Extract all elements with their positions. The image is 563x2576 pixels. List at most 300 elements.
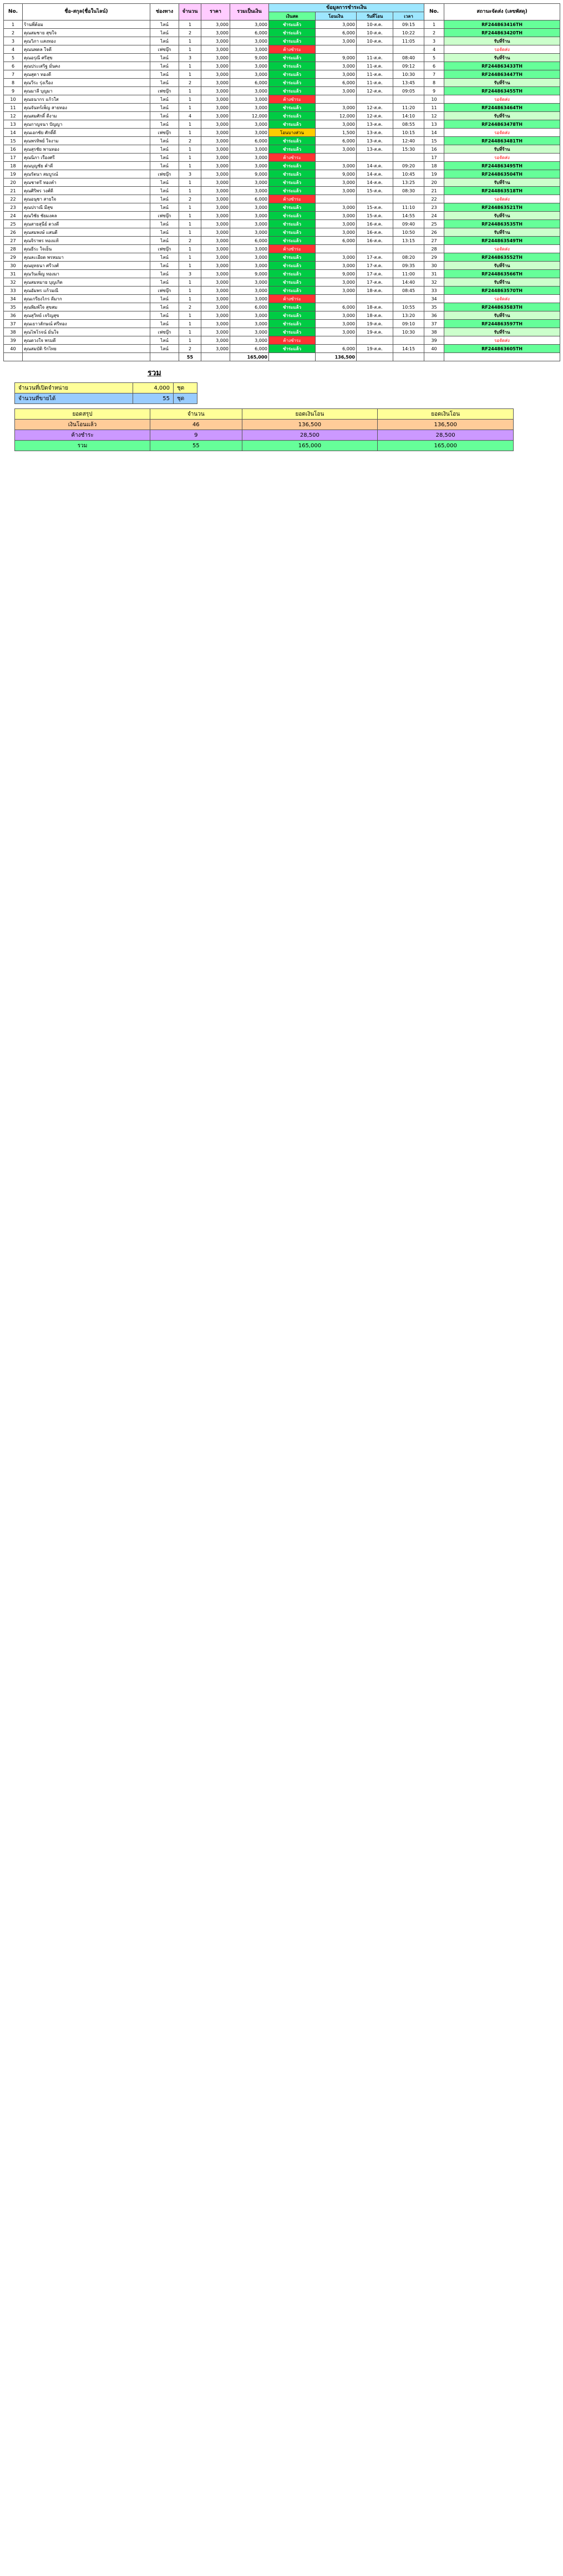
row-status-badge: ชำระแล้ว xyxy=(269,170,316,178)
row-tracking: รับที่ร้าน xyxy=(444,262,560,270)
row-amount: 12,000 xyxy=(230,112,269,120)
row-price: 3,000 xyxy=(201,129,230,137)
row-date: 15-ส.ค. xyxy=(357,187,393,195)
row-no2: 27 xyxy=(424,237,444,245)
empty-cell xyxy=(424,353,444,361)
header-no: No. xyxy=(4,4,23,21)
row-transfer: 3,000 xyxy=(316,220,357,228)
row-date: 19-ส.ค. xyxy=(357,320,393,328)
row-transfer: 3,000 xyxy=(316,212,357,220)
header-payment: ข้อมูลการชำระเงิน xyxy=(269,4,424,12)
row-transfer: 6,000 xyxy=(316,303,357,311)
row-name: คุณอนุชา สายใจ xyxy=(23,195,150,203)
row-date xyxy=(357,95,393,104)
row-name: คุณสมศักดิ์ ดีงาม xyxy=(23,112,150,120)
row-time: 10:15 xyxy=(393,129,424,137)
row-date: 18-ส.ค. xyxy=(357,287,393,295)
header-name: ชื่อ-สกุล(ชื่อในไลน์) xyxy=(23,4,150,21)
table-row xyxy=(4,295,560,303)
row-qty: 1 xyxy=(179,295,201,303)
table-header xyxy=(4,4,560,21)
sold-count-unit: ชุด xyxy=(174,393,197,404)
row-no2: 39 xyxy=(424,336,444,345)
row-status-badge: โอนบางส่วน xyxy=(269,129,316,137)
row-tracking: RF244863416TH xyxy=(444,21,560,29)
row-no2: 6 xyxy=(424,62,444,70)
total-cell: 136,500 xyxy=(316,353,357,361)
row-qty: 2 xyxy=(179,345,201,353)
row-price: 3,000 xyxy=(201,162,230,170)
row-amount: 3,000 xyxy=(230,37,269,45)
row-no: 2 xyxy=(4,29,23,37)
row-name: คุณชาตรี ทองคำ xyxy=(23,178,150,187)
row-no2: 4 xyxy=(424,45,444,54)
table-row xyxy=(4,170,560,178)
row-price: 3,000 xyxy=(201,79,230,87)
row-name: คุณธีระ ใจเย็น xyxy=(23,245,150,253)
row-price: 3,000 xyxy=(201,87,230,95)
row-date: 16-ส.ค. xyxy=(357,228,393,237)
row-channel: ไลน์ xyxy=(150,21,179,29)
row-tracking: RF244863597TH xyxy=(444,320,560,328)
row-status-badge: ชำระแล้ว xyxy=(269,178,316,187)
row-status-badge: ชำระแล้ว xyxy=(269,37,316,45)
row-date: 11-ส.ค. xyxy=(357,54,393,62)
row-time xyxy=(393,245,424,253)
row-date: 11-ส.ค. xyxy=(357,70,393,79)
summary-r2-a: 28,500 xyxy=(242,430,378,441)
row-no: 4 xyxy=(4,45,23,54)
row-no2: 37 xyxy=(424,320,444,328)
row-amount: 6,000 xyxy=(230,237,269,245)
sold-count-value: 55 xyxy=(133,393,174,404)
row-tracking: RF244863478TH xyxy=(444,120,560,129)
row-transfer: 12,000 xyxy=(316,112,357,120)
row-qty: 1 xyxy=(179,45,201,54)
row-tracking: RF244863552TH xyxy=(444,253,560,262)
row-status-badge: ชำระแล้ว xyxy=(269,54,316,62)
row-transfer: 6,000 xyxy=(316,79,357,87)
row-time: 12:40 xyxy=(393,137,424,145)
row-qty: 1 xyxy=(179,311,201,320)
table-row xyxy=(4,37,560,45)
row-date: 19-ส.ค. xyxy=(357,345,393,353)
row-time: 14:55 xyxy=(393,212,424,220)
row-date: 16-ส.ค. xyxy=(357,237,393,245)
row-no: 22 xyxy=(4,195,23,203)
row-transfer: 6,000 xyxy=(316,345,357,353)
row-price: 3,000 xyxy=(201,70,230,79)
row-price: 3,000 xyxy=(201,45,230,54)
row-tracking: รอจัดส่ง xyxy=(444,45,560,54)
row-qty: 2 xyxy=(179,195,201,203)
row-time: 10:30 xyxy=(393,328,424,336)
row-price: 3,000 xyxy=(201,245,230,253)
row-price: 3,000 xyxy=(201,187,230,195)
row-transfer xyxy=(316,95,357,104)
row-name: คุณสมพงษ์ แสนดี xyxy=(23,228,150,237)
row-no2: 12 xyxy=(424,112,444,120)
row-price: 3,000 xyxy=(201,178,230,187)
row-no2: 2 xyxy=(424,29,444,37)
row-time: 08:20 xyxy=(393,253,424,262)
row-date: 19-ส.ค. xyxy=(357,328,393,336)
row-amount: 6,000 xyxy=(230,345,269,353)
total-cell: 165,000 xyxy=(230,353,269,361)
row-time xyxy=(393,195,424,203)
table-row xyxy=(4,237,560,245)
row-transfer xyxy=(316,336,357,345)
row-qty: 1 xyxy=(179,21,201,29)
row-amount: 3,000 xyxy=(230,154,269,162)
row-qty: 1 xyxy=(179,220,201,228)
row-no2: 5 xyxy=(424,54,444,62)
row-date: 18-ส.ค. xyxy=(357,311,393,320)
table-row xyxy=(4,320,560,328)
summary-section xyxy=(3,367,560,451)
row-price: 3,000 xyxy=(201,195,230,203)
row-name: คุณละเอียด พรหมมา xyxy=(23,253,150,262)
row-channel: ไลน์ xyxy=(150,145,179,154)
sold-total-unit: ชุด xyxy=(174,383,197,393)
row-price: 3,000 xyxy=(201,228,230,237)
row-channel: ไลน์ xyxy=(150,162,179,170)
header-transfer: โอนเงิน xyxy=(316,12,357,21)
row-tracking: รับที่ร้าน xyxy=(444,228,560,237)
row-time: 14:40 xyxy=(393,278,424,287)
row-channel: ไลน์ xyxy=(150,220,179,228)
row-no2: 11 xyxy=(424,104,444,112)
row-status-badge: ชำระแล้ว xyxy=(269,87,316,95)
row-no: 33 xyxy=(4,287,23,295)
row-name: คุณธนากร แก้วใส xyxy=(23,95,150,104)
row-transfer: 3,000 xyxy=(316,253,357,262)
row-time xyxy=(393,336,424,345)
row-name: คุณปราณี มีสุข xyxy=(23,203,150,212)
summary-title: รวม xyxy=(148,369,161,377)
row-status-badge: ชำระแล้ว xyxy=(269,262,316,270)
summary-h3: ยอดเงินโอน xyxy=(242,409,378,420)
row-status-badge: ชำระแล้ว xyxy=(269,104,316,112)
row-time: 09:40 xyxy=(393,220,424,228)
row-amount: 3,000 xyxy=(230,178,269,187)
row-price: 3,000 xyxy=(201,336,230,345)
row-transfer: 3,000 xyxy=(316,278,357,287)
row-price: 3,000 xyxy=(201,311,230,320)
row-time: 11:20 xyxy=(393,104,424,112)
header-tracking: สถานะจัดส่ง (เลขพัสดุ) xyxy=(444,4,560,21)
row-date xyxy=(357,295,393,303)
row-channel: ไลน์ xyxy=(150,295,179,303)
row-no: 38 xyxy=(4,328,23,336)
row-channel: ไลน์ xyxy=(150,79,179,87)
row-no2: 16 xyxy=(424,145,444,154)
row-no: 18 xyxy=(4,162,23,170)
row-no2: 20 xyxy=(424,178,444,187)
table-row xyxy=(4,303,560,311)
table-row xyxy=(4,104,560,112)
row-amount: 3,000 xyxy=(230,228,269,237)
summary-r1-qty: 46 xyxy=(150,420,242,430)
row-time: 09:10 xyxy=(393,320,424,328)
row-tracking: RF244863566TH xyxy=(444,270,560,278)
row-amount: 3,000 xyxy=(230,187,269,195)
row-transfer: 3,000 xyxy=(316,162,357,170)
row-name: คุณนพดล ใจดี xyxy=(23,45,150,54)
row-channel: ไลน์ xyxy=(150,54,179,62)
row-status-badge: ชำระแล้ว xyxy=(269,62,316,70)
header-amount: รวมเป็นเงิน xyxy=(230,4,269,21)
row-qty: 1 xyxy=(179,187,201,195)
row-name: คุณมาลี บุญมา xyxy=(23,87,150,95)
row-channel: ไลน์ xyxy=(150,336,179,345)
row-channel: ไลน์ xyxy=(150,278,179,287)
row-name: คุณสมหมาย บุญเกิด xyxy=(23,278,150,287)
row-qty: 3 xyxy=(179,270,201,278)
row-time: 11:10 xyxy=(393,203,424,212)
row-date: 12-ส.ค. xyxy=(357,104,393,112)
row-status-badge: ชำระแล้ว xyxy=(269,21,316,29)
sold-total-value: 4,000 xyxy=(133,383,174,393)
row-amount: 6,000 xyxy=(230,137,269,145)
row-qty: 1 xyxy=(179,278,201,287)
table-row xyxy=(4,203,560,212)
row-no: 29 xyxy=(4,253,23,262)
row-date xyxy=(357,195,393,203)
row-date: 11-ส.ค. xyxy=(357,62,393,70)
row-price: 3,000 xyxy=(201,137,230,145)
row-price: 3,000 xyxy=(201,170,230,178)
row-channel: ไลน์ xyxy=(150,37,179,45)
row-qty: 1 xyxy=(179,320,201,328)
row-amount: 6,000 xyxy=(230,303,269,311)
row-amount: 3,000 xyxy=(230,129,269,137)
summary-r2-label: ค้างชำระ xyxy=(15,430,150,441)
row-amount: 6,000 xyxy=(230,195,269,203)
row-channel: ไลน์ xyxy=(150,253,179,262)
row-name: คุณศิริพร วงศ์ดี xyxy=(23,187,150,195)
row-no2: 18 xyxy=(424,162,444,170)
row-status-badge: ชำระแล้ว xyxy=(269,303,316,311)
summary-r1-b: 136,500 xyxy=(378,420,514,430)
row-date: 13-ส.ค. xyxy=(357,137,393,145)
row-qty: 2 xyxy=(179,303,201,311)
summary-r3-label: รวม xyxy=(15,441,150,451)
row-channel: ไลน์ xyxy=(150,311,179,320)
row-status-badge: ชำระแล้ว xyxy=(269,228,316,237)
row-date xyxy=(357,45,393,54)
row-status-badge: ค้างชำระ xyxy=(269,245,316,253)
row-name: คุณดวงใจ พรมดี xyxy=(23,336,150,345)
row-channel: ไลน์ xyxy=(150,262,179,270)
row-tracking: RF244863605TH xyxy=(444,345,560,353)
row-status-badge: ชำระแล้ว xyxy=(269,270,316,278)
row-amount: 3,000 xyxy=(230,311,269,320)
table-row xyxy=(4,70,560,79)
row-transfer: 6,000 xyxy=(316,137,357,145)
row-qty: 1 xyxy=(179,154,201,162)
row-status-badge: ชำระแล้ว xyxy=(269,187,316,195)
row-transfer: 3,000 xyxy=(316,203,357,212)
row-transfer: 3,000 xyxy=(316,187,357,195)
row-price: 3,000 xyxy=(201,203,230,212)
empty-cell xyxy=(4,353,23,361)
row-time: 09:05 xyxy=(393,87,424,95)
row-name: คุณวิชัย ชัยมงคล xyxy=(23,212,150,220)
row-no: 7 xyxy=(4,70,23,79)
row-tracking: รอจัดส่ง xyxy=(444,154,560,162)
row-date: 10-ส.ค. xyxy=(357,21,393,29)
row-no: 15 xyxy=(4,137,23,145)
row-amount: 9,000 xyxy=(230,170,269,178)
row-time: 10:45 xyxy=(393,170,424,178)
row-status-badge: ชำระแล้ว xyxy=(269,328,316,336)
row-qty: 1 xyxy=(179,178,201,187)
header-price: ราคา xyxy=(201,4,230,21)
row-tracking: รับที่ร้าน xyxy=(444,178,560,187)
row-transfer: 3,000 xyxy=(316,287,357,295)
row-name: คุณพิมพ์ใจ สุขสม xyxy=(23,303,150,311)
row-no2: 25 xyxy=(424,220,444,228)
row-transfer xyxy=(316,245,357,253)
row-no: 34 xyxy=(4,295,23,303)
row-name: คุณสมบัติ รักไทย xyxy=(23,345,150,353)
row-name: คุณพรทิพย์ ใจงาม xyxy=(23,137,150,145)
row-transfer: 3,000 xyxy=(316,104,357,112)
row-price: 3,000 xyxy=(201,345,230,353)
row-price: 3,000 xyxy=(201,295,230,303)
row-tracking: RF244863455TH xyxy=(444,87,560,95)
row-channel: เฟซบุ๊ก xyxy=(150,129,179,137)
row-no2: 34 xyxy=(424,295,444,303)
row-tracking: RF244863420TH xyxy=(444,29,560,37)
row-no: 31 xyxy=(4,270,23,278)
row-name: คุณสายสุนีย์ ดวงดี xyxy=(23,220,150,228)
row-no: 17 xyxy=(4,154,23,162)
row-qty: 1 xyxy=(179,120,201,129)
row-name: ร้านพี่ต้อม xyxy=(23,21,150,29)
row-qty: 1 xyxy=(179,287,201,295)
row-price: 3,000 xyxy=(201,104,230,112)
row-amount: 3,000 xyxy=(230,253,269,262)
empty-cell xyxy=(269,353,316,361)
row-no: 27 xyxy=(4,237,23,245)
row-transfer: 1,500 xyxy=(316,129,357,137)
row-transfer: 9,000 xyxy=(316,270,357,278)
row-no: 11 xyxy=(4,104,23,112)
row-no2: 19 xyxy=(424,170,444,178)
row-time: 08:45 xyxy=(393,287,424,295)
row-amount: 3,000 xyxy=(230,95,269,104)
row-qty: 1 xyxy=(179,162,201,170)
row-price: 3,000 xyxy=(201,262,230,270)
table-row xyxy=(4,137,560,145)
row-no2: 31 xyxy=(424,270,444,278)
row-time: 10:22 xyxy=(393,29,424,37)
totals-row xyxy=(4,353,560,361)
row-qty: 1 xyxy=(179,262,201,270)
row-tracking: รับที่ร้าน xyxy=(444,112,560,120)
row-status-badge: ชำระแล้ว xyxy=(269,79,316,87)
row-no: 14 xyxy=(4,129,23,137)
row-name: คุณวิภา แสงทอง xyxy=(23,37,150,45)
row-channel: ไลน์ xyxy=(150,70,179,79)
table-row xyxy=(4,162,560,170)
row-qty: 1 xyxy=(179,245,201,253)
row-status-badge: ชำระแล้ว xyxy=(269,220,316,228)
row-transfer xyxy=(316,154,357,162)
row-amount: 9,000 xyxy=(230,54,269,62)
row-no: 1 xyxy=(4,21,23,29)
row-status-badge: ค้างชำระ xyxy=(269,336,316,345)
row-status-badge: ชำระแล้ว xyxy=(269,278,316,287)
row-status-badge: ชำระแล้ว xyxy=(269,345,316,353)
row-channel: ไลน์ xyxy=(150,303,179,311)
row-qty: 1 xyxy=(179,70,201,79)
row-channel: เฟซบุ๊ก xyxy=(150,245,179,253)
row-amount: 3,000 xyxy=(230,295,269,303)
summary-r3-qty: 55 xyxy=(150,441,242,451)
row-amount: 3,000 xyxy=(230,245,269,253)
row-no2: 35 xyxy=(424,303,444,311)
row-no: 20 xyxy=(4,178,23,187)
total-cell: 55 xyxy=(179,353,201,361)
row-status-badge: ชำระแล้ว xyxy=(269,287,316,295)
table-row xyxy=(4,328,560,336)
row-date: 11-ส.ค. xyxy=(357,79,393,87)
summary-r2-b: 28,500 xyxy=(378,430,514,441)
row-status-badge: ค้างชำระ xyxy=(269,295,316,303)
table-row xyxy=(4,45,560,54)
row-status-badge: ชำระแล้ว xyxy=(269,253,316,262)
row-name: คุณวีระ รุ่งเรือง xyxy=(23,79,150,87)
row-time: 08:55 xyxy=(393,120,424,129)
row-no: 30 xyxy=(4,262,23,270)
row-qty: 1 xyxy=(179,212,201,220)
table-row xyxy=(4,62,560,70)
header-date: วันที่โอน xyxy=(357,12,393,21)
row-price: 3,000 xyxy=(201,237,230,245)
row-amount: 3,000 xyxy=(230,162,269,170)
row-time xyxy=(393,295,424,303)
empty-cell xyxy=(150,353,179,361)
row-status-badge: ชำระแล้ว xyxy=(269,112,316,120)
table-row xyxy=(4,29,560,37)
row-no2: 15 xyxy=(424,137,444,145)
row-amount: 3,000 xyxy=(230,120,269,129)
header-no2: No. xyxy=(424,4,444,21)
row-time: 08:30 xyxy=(393,187,424,195)
row-date: 10-ส.ค. xyxy=(357,29,393,37)
row-date: 18-ส.ค. xyxy=(357,303,393,311)
row-name: คุณเอกชัย ศักดิ์ดี xyxy=(23,129,150,137)
row-transfer: 3,000 xyxy=(316,228,357,237)
row-name: คุณประเสริฐ มั่นคง xyxy=(23,62,150,70)
row-tracking: รอจัดส่ง xyxy=(444,245,560,253)
row-time: 14:15 xyxy=(393,345,424,353)
row-price: 3,000 xyxy=(201,95,230,104)
row-no: 23 xyxy=(4,203,23,212)
empty-cell xyxy=(201,353,230,361)
row-no2: 24 xyxy=(424,212,444,220)
row-price: 3,000 xyxy=(201,112,230,120)
row-no: 28 xyxy=(4,245,23,253)
row-time: 13:20 xyxy=(393,311,424,320)
row-amount: 3,000 xyxy=(230,320,269,328)
row-date: 17-ส.ค. xyxy=(357,262,393,270)
row-price: 3,000 xyxy=(201,328,230,336)
row-tracking: RF244863447TH xyxy=(444,70,560,79)
